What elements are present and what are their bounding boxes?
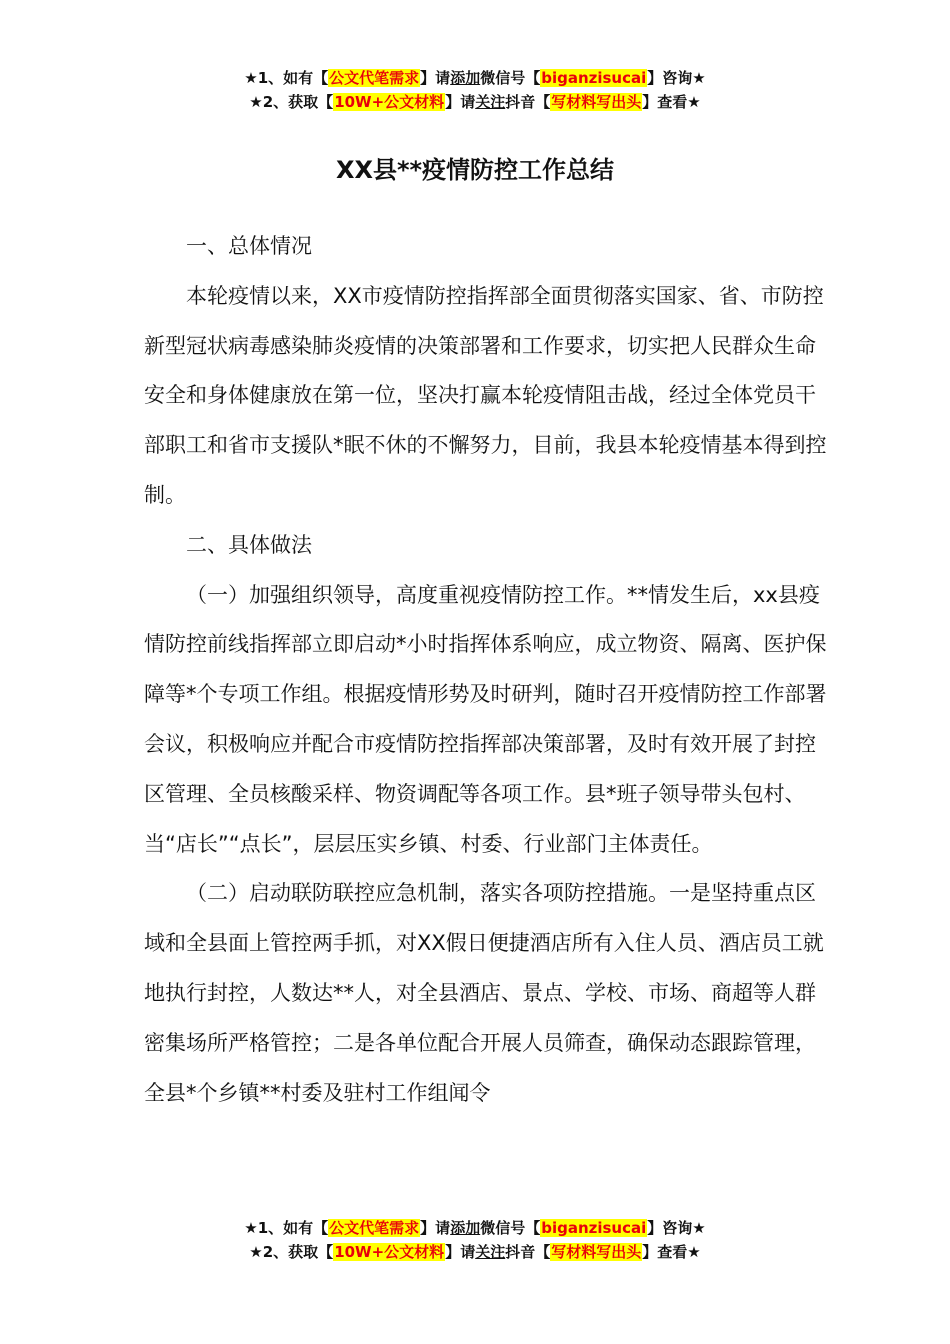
document-body — [144, 222, 834, 1118]
banner-text: ★1、如有【 — [244, 69, 329, 87]
banner-underline: 添加 — [450, 1219, 481, 1237]
header-banner — [0, 66, 950, 114]
banner-highlight: 公文代笔需求 — [329, 69, 420, 87]
banner-underline: 关注 — [475, 93, 506, 111]
banner-highlight: 10W+公文材料 — [334, 93, 445, 111]
section-heading: 二、具体做法 — [186, 532, 312, 557]
banner-text: 微信号【 — [480, 1219, 541, 1237]
banner-underline: 关注 — [475, 1243, 506, 1261]
banner-highlight: 写材料写出头 — [551, 93, 642, 111]
banner-highlight: biganzisucai — [541, 1219, 647, 1237]
paragraph: （一）加强组织领导，高度重视疫情防控工作。**情发生后，xx县疫情防控前线指挥部立即启动*小时指挥体系响应，成立物资、隔离、医护保障等*个专项工作组。根据疫情形势及时研判，随时召开疫情防控工作部署会议，积极响应并配合市疫情防控指挥部决策部署，及时有效开展了封控区管理、全员核酸采样、物资调配等各项工作。县*班子领导带头包村、当“店长”“点长”，层层压实乡镇、村委、行业部门主体责任。 — [144, 582, 827, 856]
banner-text: 抖音【 — [505, 93, 551, 111]
document-title: XX县**疫情防控工作总结 — [335, 156, 615, 184]
banner-line-1 — [0, 1216, 950, 1240]
banner-highlight: 写材料写出头 — [551, 1243, 642, 1261]
banner-text: 】查看★ — [642, 93, 701, 111]
banner-text: 微信号【 — [480, 69, 541, 87]
banner-line-1 — [0, 66, 950, 90]
banner-text: 】请 — [420, 69, 451, 87]
banner-highlight: biganzisucai — [541, 69, 647, 87]
banner-text: ★1、如有【 — [244, 1219, 329, 1237]
banner-text: ★2、获取【 — [249, 1243, 334, 1261]
banner-text: 】请 — [420, 1219, 451, 1237]
paragraph: 本轮疫情以来，XX市疫情防控指挥部全面贯彻落实国家、省、市防控新型冠状病毒感染肺炎疫情的决策部署和工作要求，切实把人民群众生命安全和身体健康放在第一位，坚决打赢本轮疫情阻击战，经过全体党员干部职工和省市支援队*眠不休的不懈努力，目前，我县本轮疫情基本得到控制。 — [144, 283, 827, 507]
paragraph: （二）启动联防联控应急机制，落实各项防控措施。一是坚持重点区域和全县面上管控两手抓，对XX假日便捷酒店所有入住人员、酒店员工就地执行封控，人数达**人，对全县酒店、景点、学校、市场、商超等人群密集场所严格管控；二是各单位配合开展人员筛查，确保动态跟踪管理，全县*个乡镇**村委及驻村工作组闻令 — [144, 881, 824, 1105]
banner-text: 】查看★ — [642, 1243, 701, 1261]
banner-text: 】咨询★ — [647, 1219, 706, 1237]
banner-text: 】请 — [445, 93, 476, 111]
section-heading: 一、总体情况 — [186, 234, 312, 258]
banner-highlight: 10W+公文材料 — [334, 1243, 445, 1261]
banner-line-2 — [0, 90, 950, 114]
banner-text: 】咨询★ — [647, 69, 706, 87]
banner-highlight: 公文代笔需求 — [329, 1219, 420, 1237]
banner-text: ★2、获取【 — [249, 93, 334, 111]
banner-underline: 添加 — [450, 69, 481, 87]
banner-line-2 — [0, 1240, 950, 1264]
banner-text: 】请 — [445, 1243, 476, 1261]
footer-banner — [0, 1216, 950, 1264]
banner-text: 抖音【 — [505, 1243, 551, 1261]
